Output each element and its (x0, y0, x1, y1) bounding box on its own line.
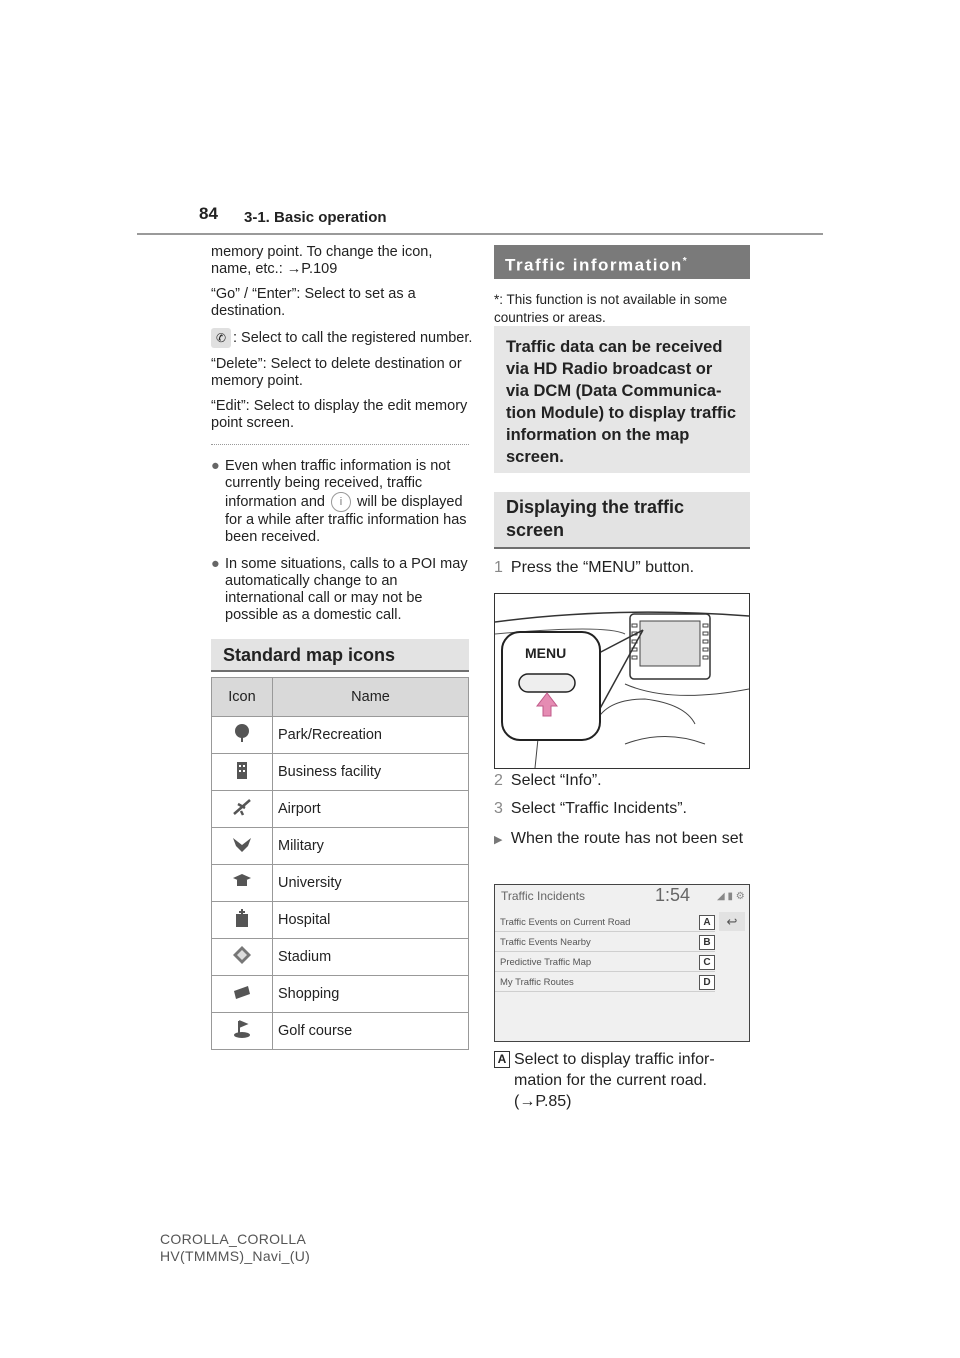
table-row (212, 791, 469, 828)
icon-name: University (273, 865, 469, 902)
map-icons-table (211, 677, 469, 1050)
step-number: 1 (494, 559, 503, 576)
icon-column-header: Icon (212, 678, 273, 717)
footnote-mark: * (682, 256, 689, 267)
table-row (212, 754, 469, 791)
section-divider (211, 444, 469, 445)
menu-button-label: MENU (525, 645, 567, 661)
memory-point-text: memory point. To change the icon, name, etc.: →P.109 (211, 244, 433, 277)
section-title: 3-1. Basic operation (244, 209, 387, 226)
table-header-row (212, 678, 469, 717)
callout-label: A (699, 915, 715, 930)
menu-item-label: My Traffic Routes (500, 977, 574, 988)
icon-name: Stadium (273, 939, 469, 976)
delete-text: “Delete”: Select to delete destination or memory point. (211, 356, 462, 389)
graduation-cap-icon (232, 871, 252, 891)
callout-label: C (699, 955, 715, 970)
footnote: *: This function is not available in some countries or areas. (494, 292, 728, 325)
icon-cell (212, 976, 273, 1013)
footer-code: HV(TMMMS)_Navi_(U) (160, 1248, 311, 1264)
airplane-icon (232, 797, 252, 817)
icon-name: Shopping (273, 976, 469, 1013)
icon-name: Business facility (273, 754, 469, 791)
icon-cell (212, 865, 273, 902)
back-button[interactable]: ↩ (719, 912, 745, 931)
table-row (212, 828, 469, 865)
header-rule (137, 233, 823, 235)
traffic-information-heading (494, 245, 750, 279)
traffic-incidents-screen (494, 884, 750, 1042)
displaying-traffic-heading: Displaying the traffic screen (494, 492, 750, 549)
icon-cell (212, 791, 273, 828)
footer-model: COROLLA_COROLLA (160, 1231, 307, 1247)
arrow-icon: ▶ (494, 834, 503, 846)
call-text-line (211, 328, 473, 348)
icon-cell (212, 902, 273, 939)
eagle-icon (232, 834, 252, 854)
callout-label: D (699, 975, 715, 990)
screen-title: Traffic Incidents (501, 889, 586, 903)
icon-name: Hospital (273, 902, 469, 939)
substep-text: When the route has not been set (510, 830, 744, 847)
step-1 (494, 559, 694, 577)
footer (160, 1231, 310, 1265)
menu-item-predictive-map[interactable] (495, 953, 715, 972)
note-traffic (211, 458, 473, 546)
menu-item-current-road[interactable] (495, 913, 715, 932)
step-text: Press the “MENU” button. (510, 559, 695, 576)
status-icons: ◢ ▮ ⚙ (717, 891, 745, 902)
icon-cell (212, 717, 273, 754)
menu-item-label: Traffic Events on Current Road (500, 917, 631, 928)
screen-clock: 1:54 (655, 885, 691, 905)
menu-item-nearby[interactable] (495, 933, 715, 952)
phone-icon: ✆ (211, 328, 231, 348)
callout-label: B (699, 935, 715, 950)
table-row (212, 717, 469, 754)
hospital-icon (232, 908, 252, 928)
table-row (212, 902, 469, 939)
call-text: : Select to call the registered number. (233, 329, 473, 346)
golf-flag-icon (232, 1019, 252, 1039)
table-row (212, 939, 469, 976)
edit-text: “Edit”: Select to display the edit memory point screen. (211, 398, 468, 431)
name-column-header: Name (273, 678, 469, 717)
go-enter-text: “Go” / “Enter”: Select to set as a destination. (211, 286, 416, 319)
icon-cell (212, 754, 273, 791)
icon-cell (212, 1013, 273, 1050)
menu-item-label: Traffic Events Nearby (500, 937, 591, 948)
icon-name: Airport (273, 791, 469, 828)
bullet-icon: ● (211, 458, 220, 474)
dashboard-drawing (495, 594, 749, 768)
tree-icon (232, 723, 252, 743)
icon-name: Golf course (273, 1013, 469, 1050)
menu-item-my-routes[interactable] (495, 973, 715, 992)
icon-name: Military (273, 828, 469, 865)
step-number: 2 (494, 772, 503, 789)
callout-a-body (494, 1049, 750, 1112)
building-icon (232, 760, 252, 780)
notes (211, 458, 473, 634)
step-3 (494, 800, 687, 818)
note-poi-call (211, 556, 473, 624)
note-traffic-text-b: will be displayed for a while after traffic information has been received. (225, 493, 467, 545)
step-2 (494, 772, 602, 790)
step-text: Select “Info”. (510, 772, 602, 789)
callout-label: A (494, 1051, 510, 1068)
page-number: 84 (199, 204, 218, 223)
stadium-icon (232, 945, 252, 965)
dashboard-illustration (494, 593, 750, 769)
table-row (212, 865, 469, 902)
note-traffic-text-a: Even when traffic information is not currently being received, traffic information and (225, 458, 451, 510)
page-reference: (→P.85) (514, 1093, 572, 1110)
callout-a-description (494, 1049, 750, 1112)
table-row (212, 1013, 469, 1050)
icon-cell (212, 939, 273, 976)
table-row (212, 976, 469, 1013)
substep-no-route (494, 828, 748, 851)
standard-map-icons-heading: Standard map icons (211, 639, 469, 672)
info-icon: i (331, 492, 351, 512)
step-number: 3 (494, 800, 503, 817)
note-poi-text: In some situations, calls to a POI may automatically change to an international call or may not be possible as a domestic call. (225, 556, 468, 623)
step-text: Select “Traffic Incidents”. (510, 800, 687, 817)
icon-name: Park/Recreation (273, 717, 469, 754)
traffic-info-box: Traffic data can be received via HD Radio broadcast or via DCM (Data Communication Module) to display traffic information on the map screen. (494, 326, 750, 473)
bullet-icon: ● (211, 556, 220, 572)
icon-cell (212, 828, 273, 865)
menu-item-label: Predictive Traffic Map (500, 957, 592, 968)
callout-a-text: Select to display traffic information for the current road. (514, 1051, 715, 1089)
traffic-information-title: Traffic information (505, 255, 683, 275)
shopping-bag-icon (232, 982, 252, 1002)
left-text-block (211, 244, 473, 440)
